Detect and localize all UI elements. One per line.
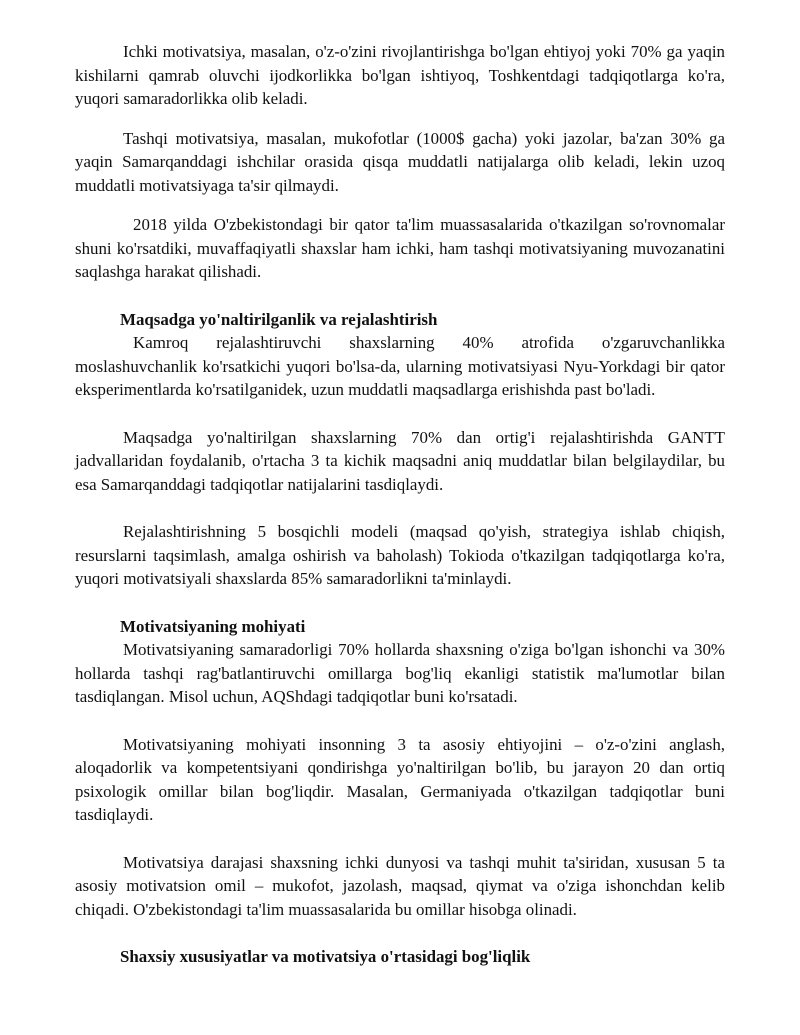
- paragraph-basic-needs: Motivatsiyaning mohiyati insonning 3 ta asosiy ehtiyojini – o'z-o'zini anglash, aloqadorlik va kompetentsiyani qondirishga yo'naltirilgan bo'lib, bu jarayon 20 dan ortiq psixologik omillar bilan bog'liqdir. Masalan, Germaniyada o'tkazilgan tadqiqotlar buni tasdiqlaydi.: [75, 734, 725, 824]
- section-heading-personal-traits: Shaxsiy xususiyatlar va motivatsiya o'rtasidagi bog'liqlik: [120, 947, 531, 966]
- paragraph-extrinsic-motivation: Tashqi motivatsiya, masalan, mukofotlar (1000$ gacha) yoki jazolar, ba'zan 30% ga yaqin Samarqanddagi ishchilar orasida qisqa muddatli natijalarga olib keladi, lekin uzoq muddatli motivatsiyaga ta'sir qilmaydi.: [75, 128, 725, 195]
- paragraph-intrinsic-motivation: Ichki motivatsiya, masalan, o'z-o'zini rivojlantirishga bo'lgan ehtiyoj yoki 70% ga yaqin kishilarni qamrab oluvchi ijodkorlikka bo'lgan ishtiyoq, Toshkentdagi tadqiqotlarga ko'ra, yuqori samaradorlikka olib keladi.: [75, 42, 725, 108]
- paragraph-planning-model: Rejalashtirishning 5 bosqichli modeli (maqsad qo'yish, strategiya ishlab chiqish, resurslarni taqsimlash, amalga oshirish va baholash) Tokioda o'tkazilgan tadqiqotlarga ko'ra, yuqori motivatsiyali shaxslarda 85% samaradorlikni ta'minlaydi.: [75, 522, 725, 588]
- section-heading-essence-of-motivation: Motivatsiyaning mohiyati: [120, 616, 306, 636]
- paragraph-motivation-effectiveness: Motivatsiyaning samaradorligi 70% hollarda shaxsning o'ziga bo'lgan ishonchi va 30% hollarda tashqi rag'batlantiruvchi omillarga bog'liq ekanligi statistik ma'lumotlar bilan tasdiqlangan. Misol uchun, AQShdagi tadqiqotlar buni ko'rsatadi.: [75, 640, 725, 706]
- paragraph-goal-oriented: Maqsadga yo'naltirilgan shaxslarning 70% dan ortig'i rejalashtirishda GANTT jadvallaridan foydalanib, o'rtacha 3 ta kichik maqsadni aniq muddatlar bilan belgilaydilar, bu esa Samarqanddagi tadqiqotlar natijalarini tasdiqlaydi.: [75, 427, 725, 494]
- paragraph-survey-2018: 2018 yilda O'zbekistondagi bir qator ta'lim muassasalarida o'tkazilgan so'rovnomalar shuni ko'rsatdiki, muvaffaqiyatli shaxslar ham ichki, ham tashqi motivatsiyaning muvozanatini saqlashga harakat qilishadi.: [75, 215, 725, 281]
- section-heading-goal-orientation: Maqsadga yo'naltirilganlik va rejalashtirish: [120, 309, 438, 329]
- document-page: [75, 40, 725, 969]
- paragraph-less-planning: Kamroq rejalashtiruvchi shaxslarning 40% atrofida o'zgaruvchanlikka moslashuvchanlik ko'rsatkichi yuqori bo'lsa-da, ularning motivatsiyasi Nyu-Yorkdagi bir qator eksperimentlarda ko'rsatilganidek, uzun muddatli maqsadlarga erishishda past bo'ladi.: [75, 333, 725, 399]
- paragraph-motivation-level: Motivatsiya darajasi shaxsning ichki dunyosi va tashqi muhit ta'siridan, xususan 5 ta asosiy motivatsion omil – mukofot, jazolash, maqsad, qiymat va o'ziga ishonchdan kelib chiqadi. O'zbekistondagi ta'lim muassasalarida bu omillar hisobga olinadi.: [75, 852, 725, 919]
